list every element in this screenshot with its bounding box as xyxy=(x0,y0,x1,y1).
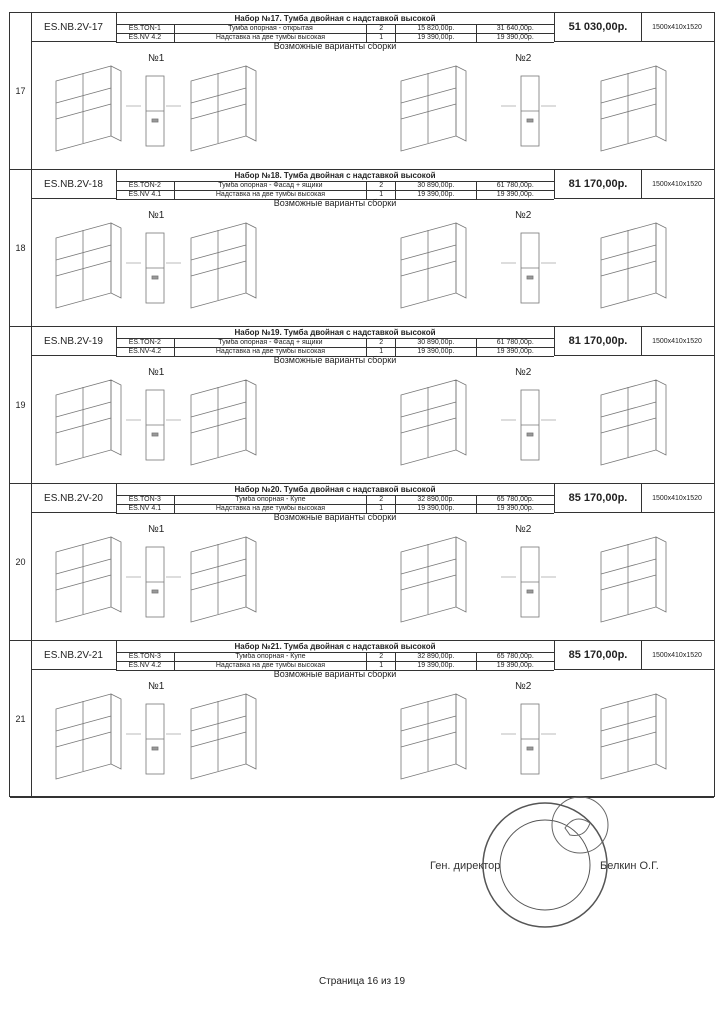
set-title: Набор №18. Тумба двойная с надставкой высокой xyxy=(116,170,554,182)
component-price: 15 820,00р. xyxy=(396,25,476,33)
set-title: Набор №19. Тумба двойная с надставкой высокой xyxy=(116,327,554,339)
component-line xyxy=(116,182,554,191)
component-line xyxy=(116,653,554,662)
variant-1-label: №1 xyxy=(148,210,165,221)
component-qty: 2 xyxy=(367,25,396,33)
component-code: ES.NV 4.1 xyxy=(116,505,175,513)
variant-1-label: №1 xyxy=(148,53,165,64)
variants-heading: Возможные варианты сборки xyxy=(273,198,397,208)
set-code: ES.NB.2V-21 xyxy=(31,641,117,670)
component-code: ES.NV 4.2 xyxy=(116,662,175,670)
component-price: 32 890,00р. xyxy=(396,496,476,504)
assembly-drawings xyxy=(31,522,714,638)
variants-heading: Возможные варианты сборки xyxy=(273,669,397,679)
component-line xyxy=(116,339,554,348)
variant-1-label: №1 xyxy=(148,367,165,378)
components-table xyxy=(116,484,554,514)
variant-2-label: №2 xyxy=(515,681,532,692)
set-dimensions: 1500x410x1520 xyxy=(640,170,714,199)
component-name: Тумба опорная - Купе xyxy=(175,653,368,661)
set-row xyxy=(10,327,714,484)
set-code: ES.NB.2V-18 xyxy=(31,170,117,199)
component-sum: 19 390,00р. xyxy=(496,34,534,41)
set-title: Набор №21. Тумба двойная с надставкой высокой xyxy=(116,641,554,653)
set-dimensions: 1500x410x1520 xyxy=(640,327,714,356)
component-qty: 2 xyxy=(367,182,396,190)
component-name: Тумба опорная - Фасад + ящики xyxy=(175,339,368,347)
component-code: ES.TON-1 xyxy=(116,25,175,33)
component-code: ES.TON-2 xyxy=(116,339,175,347)
component-qty: 2 xyxy=(367,496,396,504)
component-sum: 65 780,00р. xyxy=(496,496,534,503)
component-price: 30 890,00р. xyxy=(396,182,476,190)
component-code: ES.TON-3 xyxy=(116,496,175,504)
component-name: Тумба опорная - открытая xyxy=(175,25,368,33)
component-qty: 1 xyxy=(367,34,396,42)
components-table xyxy=(116,327,554,357)
component-sum: 65 780,00р. xyxy=(496,653,534,660)
component-sum: 19 390,00р. xyxy=(496,505,534,512)
assembly-drawings xyxy=(31,208,714,324)
component-price: 19 390,00р. xyxy=(396,191,476,199)
component-name: Надставка на две тумбы высокая xyxy=(175,505,368,513)
set-title: Набор №20. Тумба двойная с надставкой высокой xyxy=(116,484,554,496)
row-number: 19 xyxy=(10,327,32,483)
component-price: 19 390,00р. xyxy=(396,34,476,42)
row-number: 20 xyxy=(10,484,32,640)
component-qty: 1 xyxy=(367,191,396,199)
set-row xyxy=(10,484,714,641)
row-number: 21 xyxy=(10,641,32,797)
components-table xyxy=(116,170,554,200)
set-total: 85 170,00р. xyxy=(554,484,642,513)
component-code: ES.TON-3 xyxy=(116,653,175,661)
component-name: Надставка на две тумбы высокая xyxy=(175,34,368,42)
component-name: Тумба опорная - Фасад + ящики xyxy=(175,182,368,190)
variant-1-label: №1 xyxy=(148,681,165,692)
component-qty: 1 xyxy=(367,662,396,670)
set-total: 81 170,00р. xyxy=(554,170,642,199)
set-dimensions: 1500x410x1520 xyxy=(640,484,714,513)
component-sum: 31 640,00р. xyxy=(496,25,534,32)
component-qty: 2 xyxy=(367,653,396,661)
assembly-drawings xyxy=(31,679,714,795)
row-number: 17 xyxy=(10,13,32,169)
component-price: 19 390,00р. xyxy=(396,662,476,670)
variant-2-label: №2 xyxy=(515,524,532,535)
set-code: ES.NB.2V-17 xyxy=(31,13,117,42)
component-name: Тумба опорная - Купе xyxy=(175,496,368,504)
page-footer: Страница 16 из 19 xyxy=(318,976,406,987)
variant-2-label: №2 xyxy=(515,367,532,378)
director-label: Ген. директор xyxy=(430,860,501,872)
component-qty: 2 xyxy=(367,339,396,347)
set-title: Набор №17. Тумба двойная с надставкой высокой xyxy=(116,13,554,25)
assembly-drawings xyxy=(31,51,714,167)
components-table xyxy=(116,13,554,43)
component-qty: 1 xyxy=(367,348,396,356)
component-name: Надставка на две тумбы высокая xyxy=(175,191,368,199)
component-sum: 19 390,00р. xyxy=(496,348,534,355)
component-code: ES.NV-4.2 xyxy=(116,348,175,356)
component-line xyxy=(116,496,554,505)
component-sum: 19 390,00р. xyxy=(496,191,534,198)
component-sum: 61 780,00р. xyxy=(496,182,534,189)
component-price: 30 890,00р. xyxy=(396,339,476,347)
set-row xyxy=(10,13,714,170)
component-qty: 1 xyxy=(367,505,396,513)
component-line xyxy=(116,25,554,34)
variants-heading: Возможные варианты сборки xyxy=(273,355,397,365)
director-name: Белкин О.Г. xyxy=(600,860,659,872)
set-total: 85 170,00р. xyxy=(554,641,642,670)
variant-2-label: №2 xyxy=(515,210,532,221)
variant-1-label: №1 xyxy=(148,524,165,535)
variants-heading: Возможные варианты сборки xyxy=(273,512,397,522)
variants-heading: Возможные варианты сборки xyxy=(273,41,397,51)
variant-2-label: №2 xyxy=(515,53,532,64)
component-code: ES.NV 4.1 xyxy=(116,191,175,199)
component-sum: 19 390,00р. xyxy=(496,662,534,669)
company-stamp xyxy=(470,790,620,940)
set-dimensions: 1500x410x1520 xyxy=(640,13,714,42)
component-price: 32 890,00р. xyxy=(396,653,476,661)
component-code: ES.TON-2 xyxy=(116,182,175,190)
set-row xyxy=(10,641,714,798)
set-code: ES.NB.2V-19 xyxy=(31,327,117,356)
assembly-drawings xyxy=(31,365,714,481)
component-price: 19 390,00р. xyxy=(396,505,476,513)
component-code: ES.NV 4.2 xyxy=(116,34,175,42)
set-dimensions: 1500x410x1520 xyxy=(640,641,714,670)
component-name: Надставка на две тумбы высокая xyxy=(175,348,368,356)
set-row xyxy=(10,170,714,327)
row-number: 18 xyxy=(10,170,32,326)
set-total: 51 030,00р. xyxy=(554,13,642,42)
price-sheet xyxy=(9,12,715,797)
components-table xyxy=(116,641,554,671)
set-total: 81 170,00р. xyxy=(554,327,642,356)
component-sum: 61 780,00р. xyxy=(496,339,534,346)
component-price: 19 390,00р. xyxy=(396,348,476,356)
set-code: ES.NB.2V-20 xyxy=(31,484,117,513)
component-name: Надставка на две тумбы высокая xyxy=(175,662,368,670)
